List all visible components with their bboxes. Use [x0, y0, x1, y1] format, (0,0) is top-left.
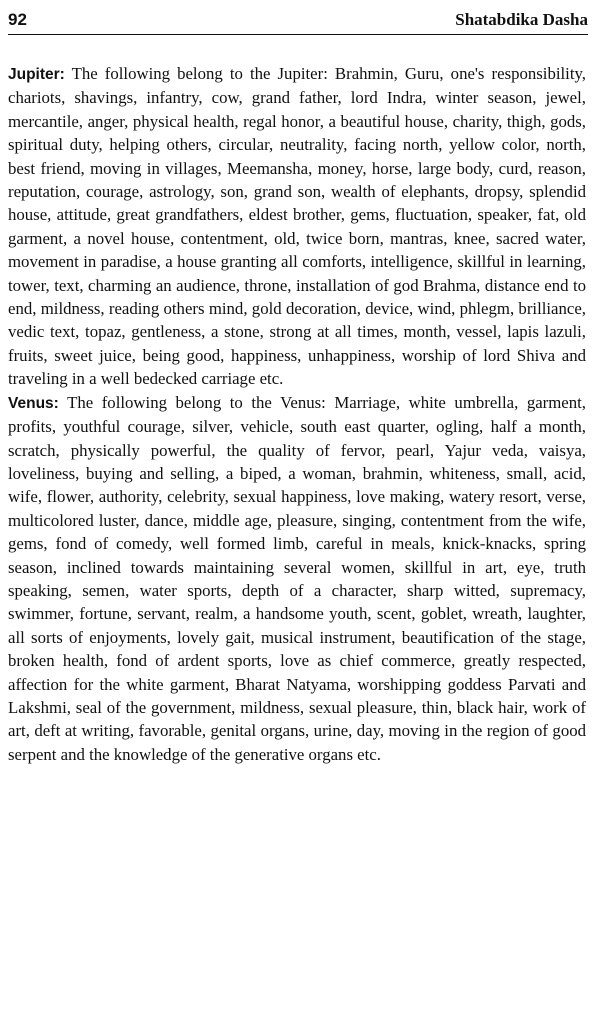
paragraph-venus [8, 391, 586, 767]
paragraph-term: Venus: [8, 394, 59, 412]
page-number: 92 [8, 10, 27, 29]
page-header [8, 6, 588, 35]
paragraph-text: The following belong to the Venus: Marriage, white umbrella, garment, profits, youthful courage, silver, vehicle, south east quarter, ogling, half a month, scratch, physically powerful, the quality of fervor, pearl, Yajur veda, vaisya, loveliness, buying and selling, a biped, a woman, brahmin, whiteness, small, acid, wife, flower, authority, celebrity, sexual happiness, love making, watery resort, verse, multicolored luster, dance, middle age, pleasure, singing, contentment from the wife, gems, fond of comedy, well formed limb, careful in meals, knick-knacks, spring season, inclined towards maintaining several women, skillful in art, eye, truth speaking, semen, water sports, depth of a character, sharp witted, supremacy, swimmer, fortune, servant, realm, a handsome youth, scent, goblet, wreath, laughter, all sorts of enjoyments, lovely gait, musical instrument, beautification of the stage, broken health, fond of ardent sports, love as chief commerce, greatly respected, affection for the white garment, Bharat Natyama, worshipping goddess Parvati and Lakshmi, seal of the government, mildness, sexual pleasure, thin, black hair, work of art, deft at writing, favorable, genital organs, urine, day, moving in the region of good serpent and the knowledge of the generative organs etc. [8, 392, 586, 764]
page-body [8, 62, 586, 766]
paragraph-term: Jupiter: [8, 66, 65, 83]
paragraph-jupiter [8, 62, 586, 391]
running-title: Shatabdika Dasha [455, 10, 588, 29]
paragraph-text: The following belong to the Jupiter: Brahmin, Guru, one's responsibility, chariots, shavings, infantry, cow, grand father, lord Indra, winter season, jewel, mercantile, anger, physical health, regal honor, a beautiful house, charity, thigh, gods, spiritual duty, helping others, circular, neutrality, facing north, yellow color, north, best friend, moving in villages, Meemansha, money, horse, large body, curd, reason, reputation, courage, astrology, son, grand son, wealth of elephants, dropsy, splendid house, attitude, great grandfathers, eldest brother, gems, fluctuation, speaker, fat, old garment, a novel house, contentment, old, twice born, mantras, knee, sacred water, movement in paradise, a house granting all comforts, intelligence, skillful in learning, tower, text, charming an audience, throne, installation of god Brahma, distance end to end, mildness, reading others mind, gold decoration, device, wind, phlegm, brilliance, vedic text, topaz, gentleness, a stone, strong at all times, month, vessel, lapis lazuli, fruits, sweet juice, being good, happiness, unhappiness, worship of lord Shiva and traveling in a well bedecked carriage etc. [8, 64, 586, 389]
